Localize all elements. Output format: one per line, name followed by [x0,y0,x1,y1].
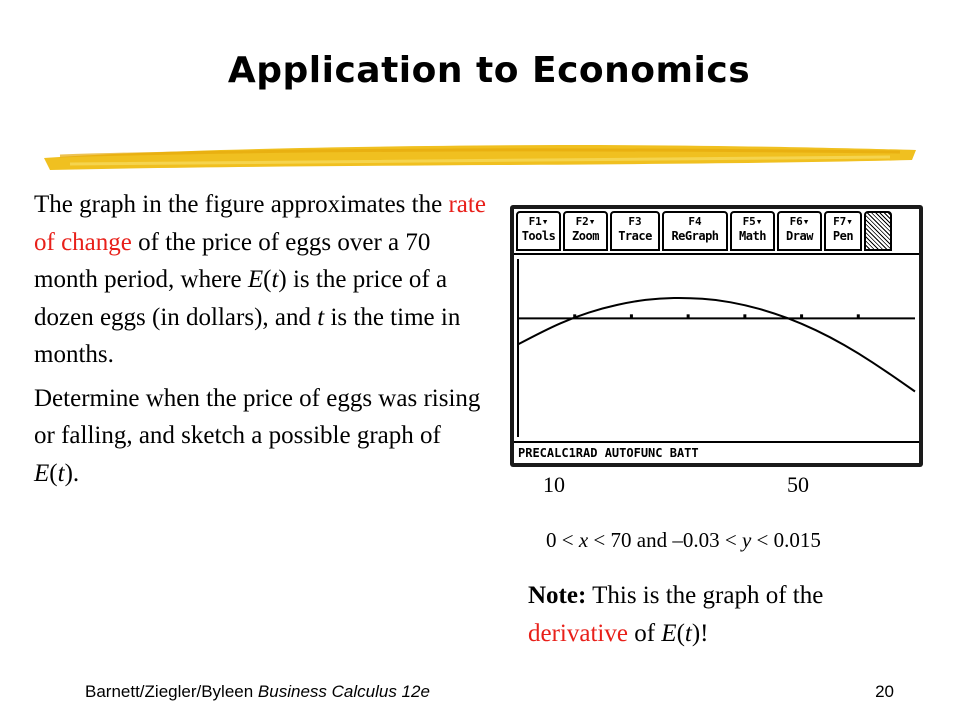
window-mid: < 70 and –0.03 < [588,528,742,552]
note-end: )! [691,619,709,647]
tick-label-10: 10 [543,472,565,497]
f7-label: Pen [832,229,854,243]
note-t: t [684,619,692,647]
f3-key: F3 [628,215,642,228]
window-suffix: < 0.015 [751,528,821,552]
status-angle: RAD AUTO [575,446,634,460]
f5-key: F5▾ [742,215,763,228]
menu-grip-icon [864,211,892,251]
page-number: 20 [875,682,894,701]
p2-text-a: Determine when the price of eggs was rising or falling, and sketch a possible graph of [34,384,481,449]
f6-label: Draw [786,229,813,243]
p1-text-b: of the price of eggs over a 70 month period, where [34,228,431,293]
p2-text-b: ). [64,459,80,487]
p1-text-d: is the time in months. [34,303,461,368]
tick-label-50: 50 [787,472,809,497]
footer-book: Business Calculus 12e [257,682,430,701]
note-label: Note: [528,582,587,609]
note-E: E [661,619,677,647]
footer-citation [85,682,430,702]
menu-f4-regraph [662,211,728,251]
window-y: y [741,528,752,552]
menu-f6-draw [777,211,822,251]
window-x: x [578,528,589,552]
f6-key: F6▾ [789,215,810,228]
derivative-curve [518,298,915,392]
paragraph-determine: Determine when the price of eggs was rising or falling, and sketch a possible graph of E(t). [34,384,481,487]
footer-authors: Barnett/Ziegler/Byleen [85,682,258,701]
calculator-status-bar [514,441,919,463]
x-tick-mark-40 [743,314,746,318]
calculator-screen [514,209,919,463]
status-mode: PRECALC1 [518,446,576,460]
p1-E: E [247,266,264,293]
f2-label: Zoom [572,229,599,243]
x-tick-mark-50 [800,314,803,318]
menu-f1-tools [516,211,561,251]
f2-key: F2▾ [575,215,596,228]
x-tick-mark-60 [857,314,860,318]
f7-key: F7▾ [833,215,853,228]
derivative-highlight: derivative [528,619,628,647]
f3-label: Trace [618,229,652,243]
f4-label: ReGraph [671,229,719,243]
brush-stroke-divider [40,136,920,176]
paragraph-rate-of-change: The graph in the figure approximates the rate of change of the price of eggs over a 70 month period, where E(t) is the price of a dozen eggs (in dollars), and t is the time in months. [34,191,486,368]
x-tick-mark-20 [630,314,633,318]
calculator-screen-frame [510,205,923,467]
f4-key: F4 [688,215,702,228]
p1-text-a: The graph in the figure approximates the [34,191,449,218]
rate-of-change-highlight: rate of change [34,191,486,256]
note-text: This is the graph of the [586,582,824,609]
menu-f2-zoom [563,211,608,251]
note-of: of [627,619,662,647]
menu-f3-trace [610,211,660,251]
status-func: FUNC BATT [633,446,699,460]
p1-t: t [271,266,279,293]
p1-text-c: ) is the price of a dozen eggs (in dollars), and [34,266,448,331]
window-prefix: 0 < [546,528,579,552]
window-settings [546,528,821,553]
menu-f5-math [730,211,775,251]
note-derivative: Note: This is the graph of the derivative of E(t)! [528,582,824,647]
slide-title: Application to Economics [227,50,751,91]
menu-f7-pen [824,211,862,251]
f1-key: F1▾ [528,215,549,228]
calculator-menu-bar [514,209,919,255]
x-tick-mark-30 [687,314,690,318]
p2-t: t [57,459,65,487]
f5-label: Math [739,229,766,243]
f1-label: Tools [521,229,556,243]
body-text [34,186,486,498]
p2-E: E [34,459,50,487]
derivative-plot [514,257,919,439]
p1-t2: t [317,303,325,331]
